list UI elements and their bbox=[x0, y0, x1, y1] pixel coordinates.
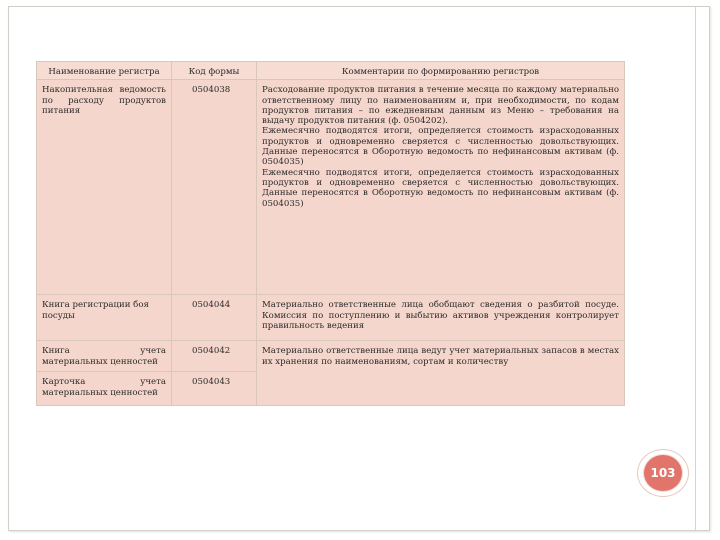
header-register-name: Наименование регистра bbox=[37, 62, 172, 80]
registers-table bbox=[36, 61, 625, 406]
register-name-cell: Книга учета материальных ценностей bbox=[37, 341, 172, 372]
table-row bbox=[37, 341, 625, 372]
slide-edge-line bbox=[695, 6, 696, 530]
register-name-cell: Накопительная ведомость по расходу продуктов питания bbox=[37, 80, 172, 295]
table-header-row bbox=[37, 62, 625, 80]
register-name-cell: Карточка учета материальных ценностей bbox=[37, 372, 172, 406]
header-comments: Комментарии по формированию регистров bbox=[257, 62, 625, 80]
form-code-cell: 0504038 bbox=[172, 80, 257, 295]
header-form-code: Код формы bbox=[172, 62, 257, 80]
page-number-badge bbox=[637, 449, 689, 497]
table-row bbox=[37, 295, 625, 341]
form-code-cell: 0504042 bbox=[172, 341, 257, 372]
form-code-cell: 0504043 bbox=[172, 372, 257, 406]
register-name-cell: Книга регистрации боя посуды bbox=[37, 295, 172, 341]
comment-cell: Материально ответственные лица обобщают сведения о разбитой посуде. Комиссия по поступлению и выбытию активов учреждения контролирует правильность ведения bbox=[257, 295, 625, 341]
table-row bbox=[37, 80, 625, 295]
page-number: 103 bbox=[643, 454, 683, 492]
comment-cell: Материально ответственные лица ведут учет материальных запасов в местах их хранения по наименованиям, сортам и количеству bbox=[257, 341, 625, 406]
form-code-cell: 0504044 bbox=[172, 295, 257, 341]
comment-cell: Расходование продуктов питания в течение месяца по каждому материально ответственному лицу по наименованиям и, при необходимости, по кодам продуктов питания – по ежедневным данным из Меню – требования на выдачу продуктов питания (ф. 0504202). Ежемесячно подводятся итоги, определяется стоимость израсходованных продуктов и одновременно сверяется с численностью довольствующих. Данные переносятся в Оборотную ведомость по нефинансовым активам (ф. 0504035) Ежемесячно подводятся итоги, определяется стоимость израсходованных продуктов и одновременно сверяется с численностью довольствующих. Данные переносятся в Оборотную ведомость по нефинансовым активам (ф. 0504035) bbox=[257, 80, 625, 295]
